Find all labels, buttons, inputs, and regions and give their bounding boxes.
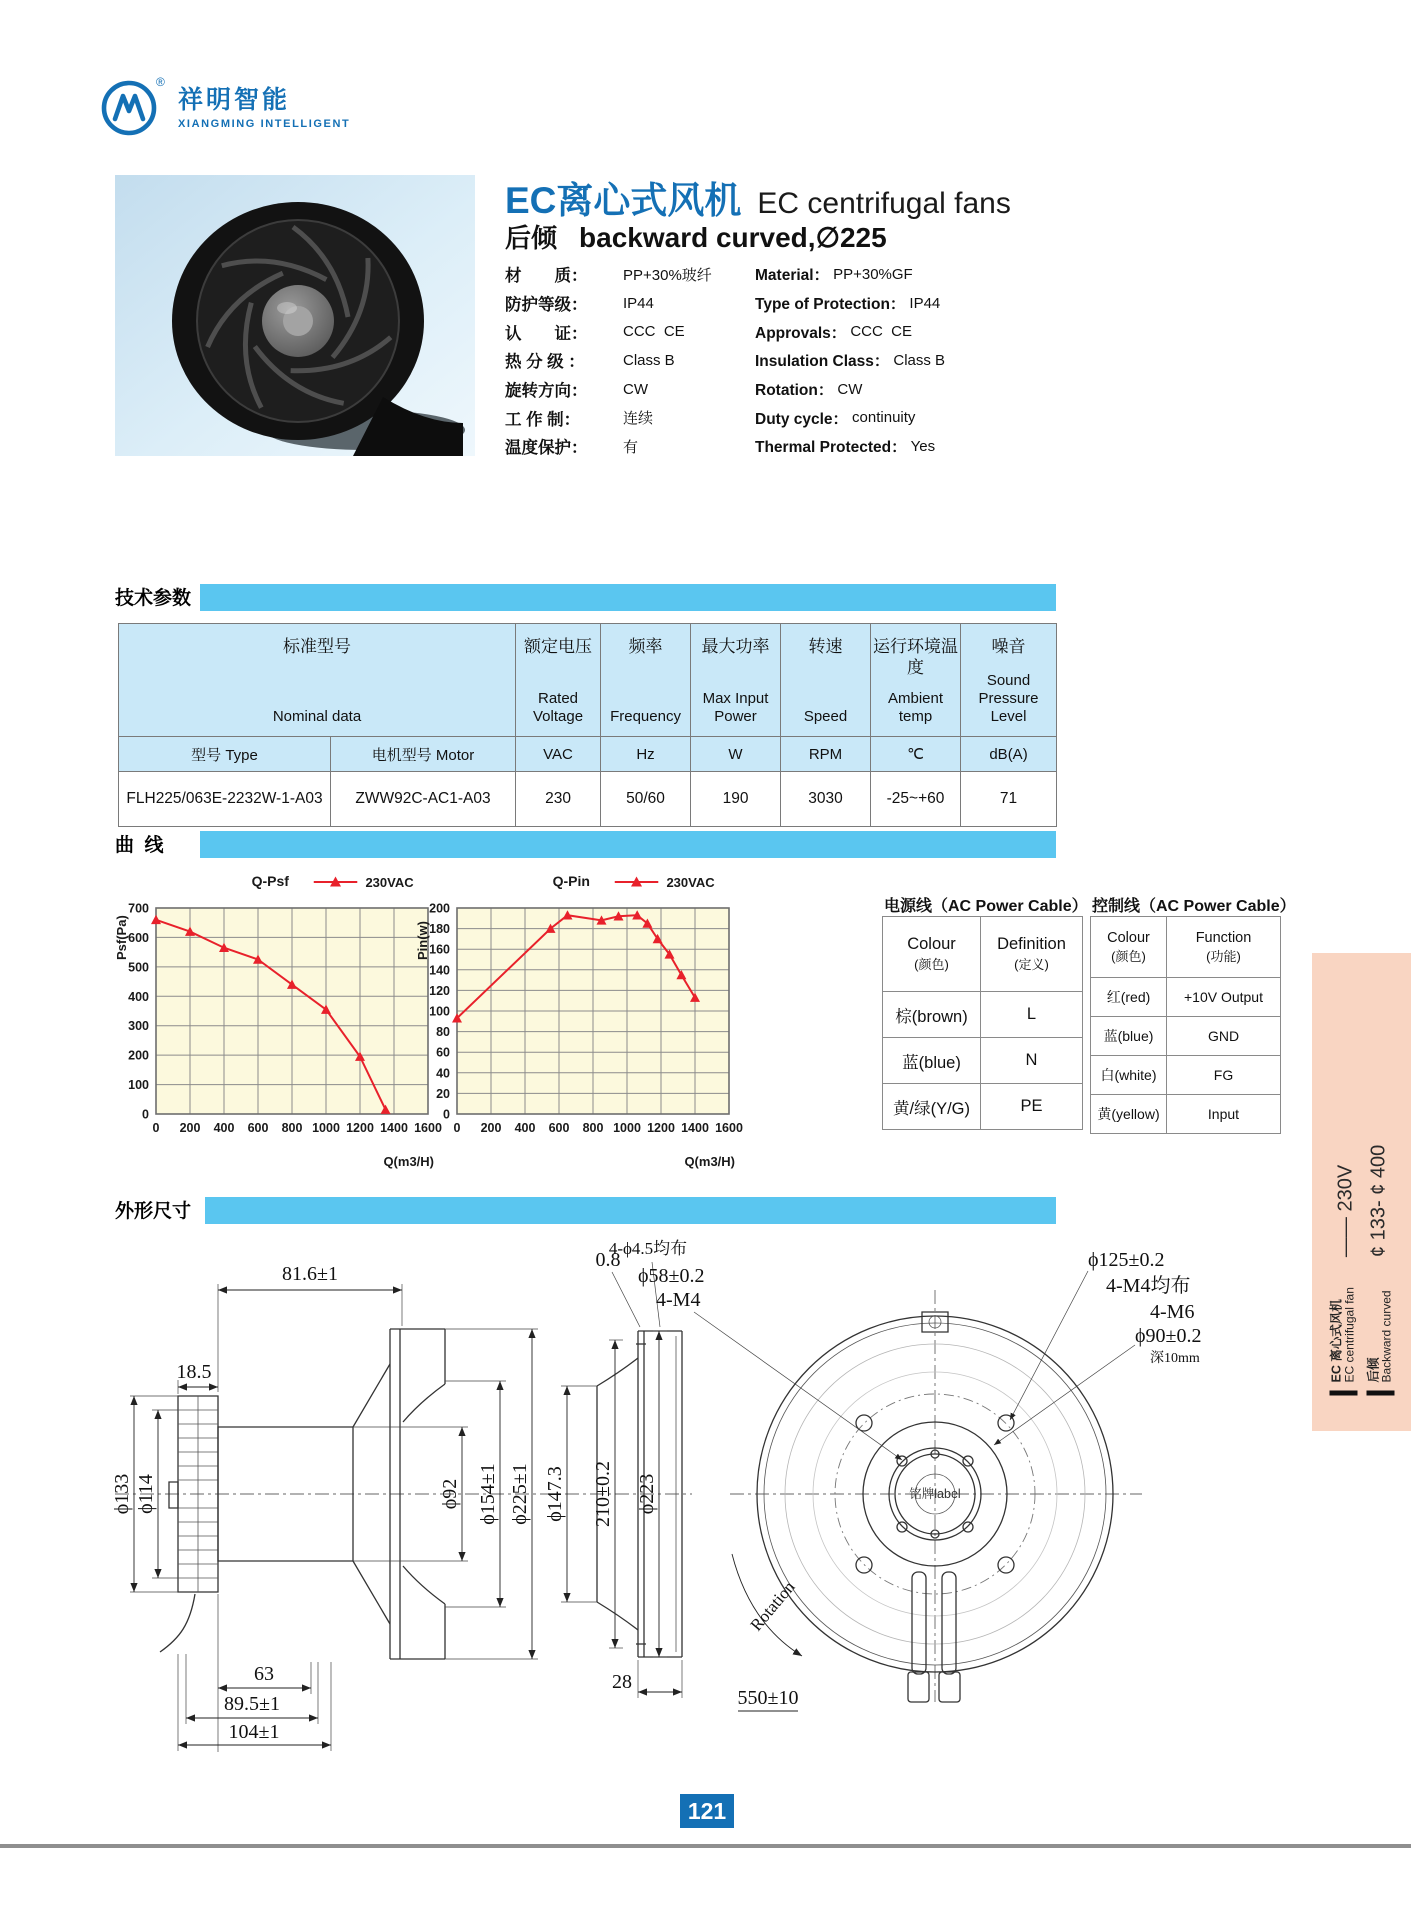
dim-fin-depth: 18.5	[176, 1361, 212, 1383]
side-tab-categories	[1329, 1287, 1394, 1395]
dim-phi225: ϕ225±1	[509, 1463, 531, 1525]
section-band-tech	[200, 584, 1056, 611]
dim-104: 104±1	[228, 1721, 280, 1743]
spec-label-en: Thermal Protected：	[755, 439, 907, 457]
section-title-dimensions: 外形尺寸	[115, 1201, 192, 1222]
col-nominal	[119, 624, 516, 737]
y-tick: 100	[128, 1078, 149, 1093]
col-power	[691, 624, 781, 737]
spec-value-cn: PP+30%玻纤	[623, 266, 712, 284]
dim-plate-thickness: 0.8	[595, 1249, 621, 1271]
unit-vac: VAC	[516, 737, 601, 772]
chart-title: Q-Pin	[552, 873, 590, 889]
y-tick: 500	[128, 960, 149, 975]
brand-name-cn: 祥明智能	[178, 86, 291, 114]
page-number: 121	[680, 1794, 734, 1828]
registered-mark: ®	[156, 75, 165, 89]
spec-value-cn: Class B	[623, 351, 675, 369]
x-tick: 400	[213, 1121, 235, 1135]
control-col-function-cn: (功能)	[1206, 948, 1241, 964]
q-pin-chart	[413, 868, 743, 1170]
spec-row-material	[505, 260, 1305, 289]
tech-table-group-row	[119, 624, 1057, 737]
value-motor: ZWW92C-AC1-A03	[331, 772, 516, 827]
unit-celsius: ℃	[871, 737, 961, 772]
col-header-cn: 噪音	[991, 637, 1026, 656]
x-tick: 1200	[346, 1121, 374, 1135]
y-tick: 120	[429, 983, 450, 998]
tech-table-data-row	[119, 772, 1057, 827]
chart-title: Q-Psf	[251, 873, 289, 889]
spec-row-approvals	[505, 317, 1305, 346]
col-header-cn: 频率	[628, 637, 663, 656]
spec-label-cn: 工 作 制：	[505, 410, 581, 429]
control-cable-header	[1091, 917, 1281, 978]
x-tick: 200	[480, 1121, 502, 1135]
chart-ylabel: Psf(Pa)	[114, 915, 129, 960]
wire-function: FG	[1167, 1056, 1281, 1095]
control-col-colour: Colour	[1107, 929, 1150, 946]
x-tick: 200	[179, 1121, 201, 1135]
wire-function: Input	[1167, 1095, 1281, 1134]
col-frequency	[601, 624, 691, 737]
wire-function: GND	[1167, 1017, 1281, 1056]
wire-definition: PE	[981, 1084, 1083, 1130]
category-ec-fan	[1329, 1287, 1357, 1395]
spec-list	[505, 260, 1305, 461]
spec-value-en: IP44	[909, 294, 941, 312]
section-band-curves	[200, 831, 1056, 858]
col-header-en: Speed	[803, 708, 848, 725]
dim-phi223: ϕ223	[636, 1473, 658, 1515]
q-psf-chart	[112, 868, 442, 1170]
control-col-colour-cn: (颜色)	[1111, 948, 1146, 964]
unit-motor: 电机型号 Motor	[331, 737, 516, 772]
power-col-colour: Colour	[907, 935, 956, 953]
spec-value-en: CCC CE	[850, 323, 912, 341]
col-noise	[961, 624, 1057, 737]
dim-phi92: ϕ92	[439, 1478, 461, 1510]
chart-xlabel: Q(m3/H)	[383, 1154, 434, 1169]
y-tick: 300	[128, 1019, 149, 1034]
chart-ylabel: Pin(w)	[415, 921, 430, 960]
dim-4m4: 4-M4	[656, 1289, 701, 1311]
col-header-cn: 最大功率	[701, 637, 770, 656]
brand-logo	[98, 72, 350, 138]
product-title-cn: EC离心式风机	[505, 180, 742, 221]
y-tick: 20	[436, 1086, 450, 1101]
subcategory-cn: 后倾	[1366, 1357, 1381, 1383]
control-col-function: Function	[1195, 929, 1252, 946]
wire-colour: 蓝(blue)	[883, 1038, 981, 1084]
power-col-definition-cn: (定义)	[1014, 957, 1049, 972]
wire-function: +10V Output	[1167, 978, 1281, 1017]
dim-4m6: 4-M6	[1150, 1301, 1195, 1323]
control-cable-row	[1091, 1056, 1281, 1095]
subcategory-en: Backward curved	[1379, 1290, 1394, 1383]
power-col-colour-cn: (颜色)	[914, 957, 949, 972]
power-cable-header	[883, 917, 1083, 992]
y-tick: 140	[429, 963, 450, 978]
col-header-en: Rated Voltage	[532, 690, 584, 725]
col-header-en: Frequency	[610, 708, 681, 725]
rotation-label: Rotation	[746, 1577, 799, 1635]
wire-colour: 蓝(blue)	[1091, 1017, 1167, 1056]
value-rpm: 3030	[781, 772, 871, 827]
dim-phi114: ϕ114	[135, 1474, 157, 1514]
dim-phi58: ϕ58±0.2	[638, 1265, 705, 1287]
spec-value-cn: 有	[623, 438, 639, 456]
x-tick: 1600	[715, 1121, 743, 1135]
value-hz: 50/60	[601, 772, 691, 827]
col-header-cn: 运行环境温度	[873, 637, 959, 678]
power-cable-title: 电源线（AC Power Cable）	[884, 898, 1088, 915]
col-header-cn: 转速	[808, 637, 843, 656]
power-cable-row	[883, 992, 1083, 1038]
x-tick: 1000	[312, 1121, 340, 1135]
unit-w: W	[691, 737, 781, 772]
brand-logo-icon	[98, 72, 168, 138]
dim-phi133: ϕ133	[111, 1473, 133, 1515]
chart-xlabel: Q(m3/H)	[684, 1154, 735, 1169]
col-voltage	[516, 624, 601, 737]
spec-label-cn: 旋转方向：	[505, 382, 588, 401]
wire-colour: 红(red)	[1091, 978, 1167, 1017]
nameplate-label: 铭牌label	[909, 1487, 961, 1501]
x-tick: 0	[152, 1121, 160, 1135]
spec-label-en: Approvals：	[755, 324, 847, 342]
spec-row-duty	[505, 403, 1305, 432]
product-subtitle-cn: 后倾	[505, 223, 558, 253]
spec-label-cn: 防护等级：	[505, 296, 588, 315]
front-view-drawing	[590, 1232, 1320, 1752]
spec-value-cn: IP44	[623, 294, 654, 312]
control-cable-row	[1091, 1095, 1281, 1134]
wire-colour: 白(white)	[1091, 1056, 1167, 1095]
spec-value-en: PP+30%GF	[833, 265, 913, 283]
footer-rule	[0, 1844, 1411, 1848]
wire-colour: 黄/绿(Y/G)	[883, 1084, 981, 1130]
y-tick: 100	[429, 1004, 450, 1019]
spec-value-en: CW	[837, 380, 863, 398]
spec-row-thermal	[505, 432, 1305, 461]
dim-4m4-pattern: 4-M4均布	[1106, 1275, 1191, 1297]
spec-value-cn: 连续	[623, 410, 654, 428]
unit-hz: Hz	[601, 737, 691, 772]
dim-phi125: ϕ125±0.2	[1088, 1249, 1165, 1271]
spec-row-insulation	[505, 346, 1305, 375]
dim-210: 210±0.2	[592, 1461, 614, 1527]
y-tick: 200	[128, 1048, 149, 1063]
unit-rpm: RPM	[781, 737, 871, 772]
spec-label-cn: 热 分 级 ：	[505, 353, 585, 372]
dim-phi90: ϕ90±0.2	[1135, 1325, 1202, 1347]
power-cable-row	[883, 1084, 1083, 1130]
power-col-definition: Definition	[997, 935, 1066, 953]
dim-cable-length: 550±10	[737, 1687, 799, 1709]
voltage-label: —— 230V	[1334, 1164, 1356, 1258]
spec-label-cn: 认 证：	[505, 324, 588, 343]
spec-row-rotation	[505, 375, 1305, 404]
spec-value-cn: CCC CE	[623, 323, 685, 341]
product-title	[505, 170, 1011, 224]
spec-label-en: Duty cycle：	[755, 410, 849, 428]
product-subtitle-en: backward curved,∅225	[579, 222, 887, 253]
col-header-cn: 标准型号	[283, 637, 351, 656]
dim-depth10: 深10mm	[1150, 1351, 1200, 1366]
dim-63: 63	[254, 1663, 274, 1685]
chart-legend: 230VAC	[666, 875, 715, 890]
x-tick: 600	[548, 1121, 570, 1135]
section-band-dimensions	[205, 1197, 1056, 1224]
y-tick: 180	[429, 922, 450, 937]
y-tick: 160	[429, 942, 450, 957]
control-cable-row	[1091, 978, 1281, 1017]
dim-phi147: ϕ147.3	[544, 1466, 566, 1522]
x-tick: 600	[247, 1121, 269, 1135]
spec-label-en: Type of Protection：	[755, 296, 906, 314]
unit-dba: dB(A)	[961, 737, 1057, 772]
spec-value-en: Yes	[910, 437, 936, 455]
col-header-cn: 额定电压	[524, 637, 593, 656]
x-tick: 1600	[414, 1121, 442, 1135]
x-tick: 800	[281, 1121, 303, 1135]
product-subtitle	[505, 218, 887, 255]
product-photo	[115, 175, 475, 456]
tech-table	[118, 623, 1057, 827]
wire-colour: 黄(yellow)	[1091, 1095, 1167, 1134]
dim-28: 28	[612, 1671, 632, 1693]
spec-value-en: continuity	[852, 409, 916, 427]
y-tick: 400	[128, 989, 149, 1004]
control-cable-title: 控制线（AC Power Cable）	[1092, 898, 1296, 915]
col-header-en: Nominal data	[272, 708, 362, 725]
category-backward-curved	[1367, 1287, 1395, 1395]
y-tick: 0	[142, 1107, 149, 1122]
spec-label-en: Insulation Class：	[755, 353, 890, 371]
power-cable-table	[882, 916, 1083, 1130]
x-tick: 0	[453, 1121, 461, 1135]
brand-logo-text	[178, 80, 350, 130]
y-tick: 60	[436, 1045, 450, 1060]
value-w: 190	[691, 772, 781, 827]
power-cable-row	[883, 1038, 1083, 1084]
category-en: EC centrifugal fan	[1342, 1287, 1357, 1383]
unit-type: 型号 Type	[119, 737, 331, 772]
spec-label-cn: 温度保护：	[505, 439, 588, 458]
spec-value-cn: CW	[623, 380, 648, 398]
x-tick: 1400	[380, 1121, 408, 1135]
spec-value-en: Class B	[893, 351, 946, 369]
size-range-label: ¢ 133- ¢ 400	[1367, 1144, 1389, 1258]
wire-colour: 棕(brown)	[883, 992, 981, 1038]
control-cable-row	[1091, 1017, 1281, 1056]
spec-row-protection	[505, 289, 1305, 318]
col-header-en: Max Input Power	[702, 690, 769, 725]
dim-phi154: ϕ154±1	[477, 1463, 499, 1525]
dim-depth: 81.6±1	[282, 1263, 338, 1285]
wire-definition: L	[981, 992, 1083, 1038]
product-title-en: EC centrifugal fans	[757, 187, 1011, 220]
y-tick: 600	[128, 930, 149, 945]
value-temp: -25~+60	[871, 772, 961, 827]
wire-definition: N	[981, 1038, 1083, 1084]
category-cn: EC 离心式风机	[1329, 1299, 1344, 1383]
value-type: FLH225/063E-2232W-1-A03	[119, 772, 331, 827]
section-title-tech: 技术参数	[115, 588, 192, 609]
y-tick: 700	[128, 901, 149, 916]
section-title-curves: 曲 线	[115, 835, 164, 856]
value-dba: 71	[961, 772, 1057, 827]
side-tab-content	[1313, 954, 1411, 1432]
x-tick: 1400	[681, 1121, 709, 1135]
chart-legend: 230VAC	[365, 875, 414, 890]
brand-name-en: XIANGMING INTELLIGENT	[178, 118, 351, 130]
y-tick: 0	[443, 1107, 450, 1122]
y-tick: 200	[429, 901, 450, 916]
x-tick: 400	[514, 1121, 536, 1135]
spec-label-cn: 材 质：	[505, 267, 588, 286]
col-header-en: Ambient temp	[888, 690, 944, 725]
y-tick: 40	[436, 1066, 450, 1081]
col-header-en: Sound Pressure Level	[978, 672, 1039, 725]
x-tick: 800	[582, 1121, 604, 1135]
x-tick: 1200	[647, 1121, 675, 1135]
tech-table-units-row	[119, 737, 1057, 772]
side-tab-specs	[1334, 1145, 1390, 1257]
x-tick: 1000	[613, 1121, 641, 1135]
spec-label-en: Rotation：	[755, 382, 834, 400]
col-ambient	[871, 624, 961, 737]
dim-89-5: 89.5±1	[224, 1693, 280, 1715]
dim-mounting-holes: 4-ϕ4.5均布	[608, 1239, 688, 1258]
col-speed	[781, 624, 871, 737]
spec-label-en: Material：	[755, 267, 830, 285]
y-tick: 80	[436, 1025, 450, 1040]
value-vac: 230	[516, 772, 601, 827]
control-cable-table	[1090, 916, 1281, 1134]
